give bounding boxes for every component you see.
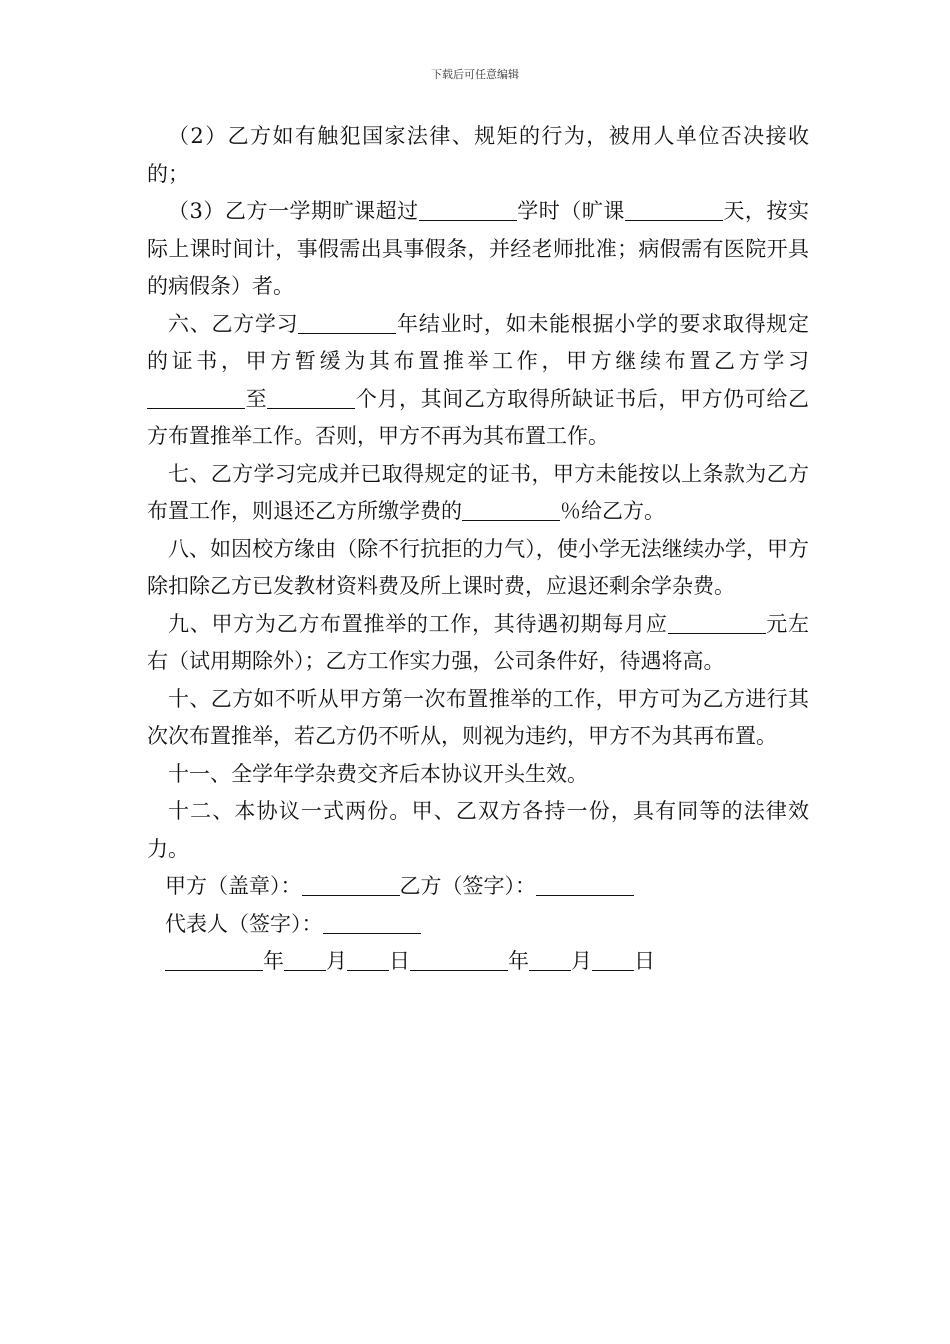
truancy-hours-blank[interactable] <box>419 198 517 221</box>
clause-5-item-3: （3）乙方一学期旷课超过 学时（旷课 天，按实际上课时间计，事假需出具事假条，并经老师批准；病假需有医院开具的病假条）者。 <box>147 199 809 298</box>
party-a-year-blank[interactable] <box>165 948 263 971</box>
refund-percent-blank[interactable] <box>462 498 560 521</box>
contract-body <box>147 118 809 981</box>
truancy-days-blank[interactable] <box>625 198 723 221</box>
clause-7: 七、乙方学习完成并已取得规定的证书，甲方未能按以上条款为乙方布置工作，则退还乙方所缴学费的 ％给乙方。 <box>147 461 809 523</box>
extra-study-to-blank[interactable] <box>267 386 355 409</box>
representative-line <box>147 906 809 944</box>
party-a-label: 甲方（盖章）： <box>165 874 302 898</box>
party-b-sign-blank[interactable] <box>536 873 634 896</box>
party-a-seal-blank[interactable] <box>302 873 400 896</box>
representative-label: 代表人（签字）： <box>165 911 323 936</box>
party-a-day-blank[interactable] <box>347 948 389 971</box>
study-years-blank[interactable] <box>298 311 396 334</box>
date-line: 年 月 日 年 月 日 <box>147 943 809 981</box>
clause-11: 十一、全学年学杂费交齐后本协议开头生效。 <box>168 761 588 786</box>
party-b-day-blank[interactable] <box>592 948 634 971</box>
party-a-month-blank[interactable] <box>284 948 326 971</box>
party-b-month-blank[interactable] <box>529 948 571 971</box>
extra-study-from-blank[interactable] <box>147 386 245 409</box>
representative-sign-blank[interactable] <box>323 911 421 934</box>
clause-5-item-2: （2）乙方如有触犯国家法律、规矩的行为，被用人单位否决接收的； <box>147 124 809 186</box>
clause-10: 十、乙方如不听从甲方第一次布置推举的工作，甲方可为乙方进行其次次布置推举，若乙方仍不听从，则视为违约，甲方不为其再布置。 <box>147 686 809 748</box>
signature-parties-line <box>147 868 809 906</box>
party-b-label: 乙方（签字）： <box>399 874 536 898</box>
page-header-note: 下载后可任意编辑 <box>431 68 519 81</box>
clause-9: 九、甲方为乙方布置推举的工作，其待遇初期每月应 元左右（试用期除外）；乙方工作实力强，公司条件好，待遇将高。 <box>147 611 810 673</box>
clause-12: 十二、本协议一式两份。甲、乙双方各持一份，具有同等的法律效力。 <box>147 799 809 861</box>
party-b-year-blank[interactable] <box>410 948 508 971</box>
clause-8: 八、如因校方缘由（除不行抗拒的力气），使小学无法继续办学，甲方除扣除乙方已发教材资料费及所上课时费，应退还剩余学杂费。 <box>147 536 809 598</box>
salary-blank[interactable] <box>668 611 766 634</box>
clause-6: 六、乙方学习 年结业时，如未能根据小学的要求取得规定的证书，甲方暂缓为其布置推举工作，甲方继续布置乙方学习至 个月，其间乙方取得所缺证书后，甲方仍可给乙方布置推举工作。否则，甲方不再为其布置工作。 <box>147 311 810 448</box>
